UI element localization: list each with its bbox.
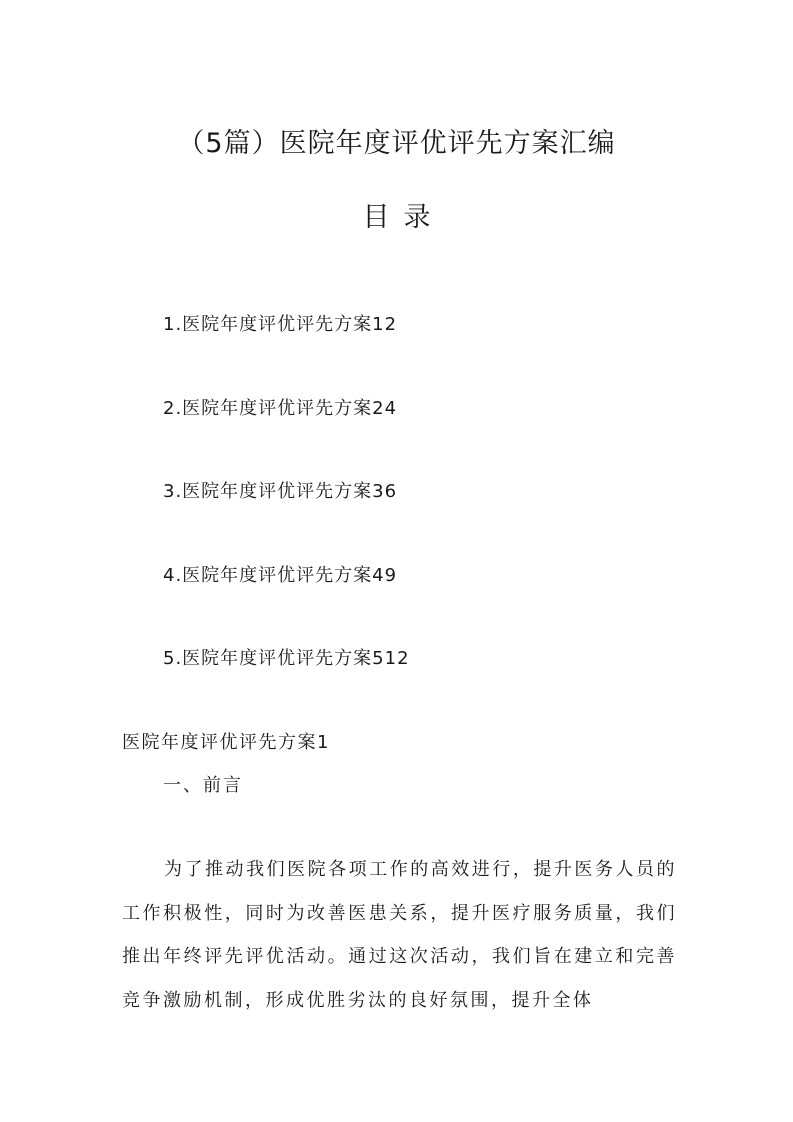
toc-item[interactable]: 3.医院年度评优评先方案36 bbox=[163, 481, 398, 502]
body-paragraph: 为了推动我们医院各项工作的高效进行，提升医务人员的工作积极性，同时为改善医患关系，提升医疗服务质量，我们推出年终评先评优活动。通过这次活动，我们旨在建立和完善竞争激励机制，形成优胜劣汰的良好氛围，提升全体 bbox=[122, 859, 677, 1011]
toc-item[interactable]: 2.医院年度评优评先方案24 bbox=[163, 397, 398, 419]
toc-item[interactable]: 4.医院年度评优评先方案49 bbox=[163, 564, 398, 586]
section-title: 医院年度评优评先方案1 bbox=[122, 732, 330, 753]
toc-heading: 目录 bbox=[362, 202, 445, 233]
toc-item[interactable]: 1.医院年度评优评先方案12 bbox=[163, 314, 398, 335]
document-title: （5篇）医院年度评优评先方案汇编 bbox=[177, 128, 616, 159]
table-of-contents bbox=[163, 310, 410, 728]
toc-item[interactable]: 5.医院年度评优评先方案512 bbox=[163, 648, 410, 669]
subsection-title: 一、前言 bbox=[163, 775, 243, 796]
